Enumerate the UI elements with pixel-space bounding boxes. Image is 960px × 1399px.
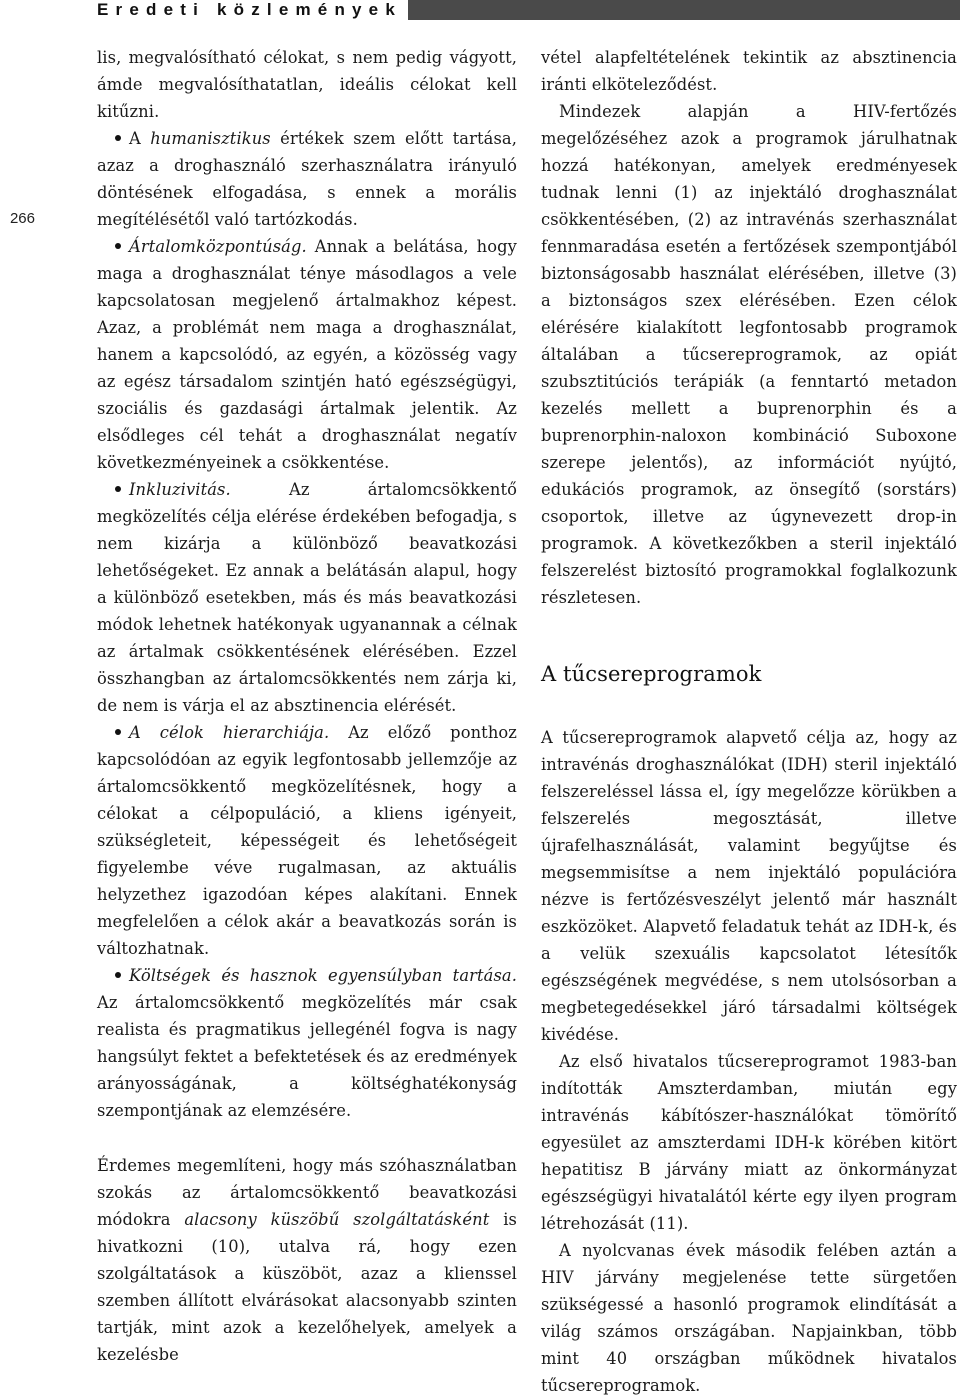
paragraph: Érdemes megemlíteni, hogy más szóhasználatban szokás az ártalomcsökkentő beavatkozási módokra alacsony küszöbű szolgáltatásként is hivatkozni (10), utalva rá, hogy ezen szolgáltatások a küszöböt, azaz a klienssel szemben állított elvárásokat alacsonyabb szinten tartják, mint azok a kezelőhelyek, amelyek a kezelésbe <box>97 1156 518 1364</box>
left-column <box>97 44 517 1368</box>
emphasis-term: alacsony küszöbű szolgáltatásként <box>184 1210 490 1229</box>
bullet-item-costs: Költségek és hasznok egyensúlyban tartása. Az ártalomcsökkentő megközelítés már csak realista és pragmatikus jellegénél fogva is nagy hangsúlyt fektet a befektetések és az eredmények arányosságának, a költséghatékonyság szempontjának az elemzésére. <box>97 962 517 1124</box>
bullet-term: humanisztikus <box>150 129 271 148</box>
paragraph: A nyolcvanas évek második felében aztán a HIV járvány megjelenése tette sürgetően szükségessé a hasonló programok elindítását a világ számos országában. Napjainkban, több mint 40 országban működnek hivatalos tűcsereprogramok. <box>541 1241 957 1395</box>
bullet-term: Inkluzivitás. <box>129 480 231 499</box>
bullet-item-hierarchy: A célok hierarchiája. Az előző ponthoz kapcsolódóan az egyik legfontosabb jellemzője az ártalomcsökkentő megközelítésnek, hogy a célokat a célpopuláció, a kliens igényeit, szükségleteit, képességeit és lehetőségeit figyelembe véve rugalmasan, az aktuális helyzethez igazodóan képes alakítani. Ennek megfelelően a célok akár a beavatkozás során is változhatnak. <box>97 719 517 962</box>
right-column <box>541 44 957 1399</box>
paragraph: A tűcsereprogramok alapvető célja az, hogy az intravénás droghasználókat (IDH) steril injektáló felszereléssel lássa el, így megelőzze körükben a felszerelés megosztását, illetve újrafelhasználását, valamint begyűjtse és megsemmisítse a nem injektáló populációra nézve is fertőzésveszélyt jelentő már használt eszközöket. Alapvető feladatuk tehát az IDH-k, és a velük szexuális kapcsolatot létesítők egészségének megvédése, s nem utolsósorban a megbetegedésekkel járó társadalmi költségek kivédése. <box>541 728 957 1044</box>
bullet-item-harm-focus: Ártalomközpontúság. Annak a belátása, hogy maga a droghasználat ténye másodlagos a vele kapcsolatosan megjelenő ártalmakhoz képest. Azaz, a problémát nem maga a droghasználat, hanem a kapcsolódó, az egyén, a közösség vagy az egész társadalom szintjén ható egészségügyi, szociális és gazdasági ártalmak jelentik. Az elsődleges cél tehát a droghasználat negatív következményeinek a csökkentése. <box>97 233 517 476</box>
section-heading: A tűcsereprogramok <box>541 662 762 686</box>
bullet-term: Ártalomközpontúság. <box>129 237 307 256</box>
bullet-icon <box>115 233 129 260</box>
page-number: 266 <box>9 210 35 227</box>
bullet-item-inclusivity: Inkluzivitás. Az ártalomcsökkentő megközelítés célja elérése érdekében befogadja, s nem kizárja a különböző beavatkozási lehetőségeket. Ez annak a belátásán alapul, hogy a különböző esetekben, más és más beavatkozási módok lehetnek hatékonyak ugyanannak a célnak az ártalmak csökkentésének elérésében. Ezzel összhangban az ártalomcsökkentés nem zárja ki, de nem is várja el az absztinencia elérését. <box>97 476 517 719</box>
paragraph: lis, megvalósítható célokat, s nem pedig vágyott, ámde megvalósíthatatlan, ideális célokat kell kitűzni. <box>97 48 517 121</box>
paragraph: vétel alapfeltételének tekintik az absztinencia iránti elköteleződést. <box>541 48 957 94</box>
bullet-term: Költségek és hasznok egyensúlyban tartása. <box>129 966 517 985</box>
bullet-icon <box>115 476 129 503</box>
paragraph: Mindezek alapján a HIV-fertőzés megelőzéséhez azok a programok járulhatnak hozzá hatékonyan, amelyek eredményesek tudnak lenni (1) az injektáló droghasználat csökkentésében, (2) az intravénás szerhasználat fennmaradása esetén a fertőzések szempontjából biztonságosabb használat elérésében, illetve (3) a biztonságos szex elérésében. Ezen célok elérésére kialakított legfontosabb programok általában a tűcsereprogramok, az opiát szubsztitúciós terápiák (a fenntartó metadon kezelés mellett a buprenorphin és a buprenorphin-naloxon kombináció Suboxone szerepe jelentős), az információt nyújtó, edukációs programok, az önsegítő (sorstárs) csoportok, illetve az úgynevezett drop-in programok. A következőkben a steril injektáló felszerelést biztosító programokkal foglalkozunk részletesen. <box>541 102 957 607</box>
bullet-icon <box>115 962 129 989</box>
bullet-term: A célok hierarchiája. <box>129 723 330 742</box>
section-header: Eredeti közlemények <box>97 0 408 20</box>
bullet-item-humanistic: A humanisztikus értékek szem előtt tartása, azaz a droghasználó szerhasználatra irányuló döntésének elfogadása, s ennek a morális megítélésétől való tartózkodás. <box>97 125 517 233</box>
bullet-icon <box>115 719 129 746</box>
bullet-icon <box>115 125 129 152</box>
paragraph: Az első hivatalos tűcsereprogramot 1983-ban indították Amszterdamban, miután egy intravénás kábítószer-használókat tömörítő egyesület az amszterdami IDH-k körében kitört hepatitisz B járvány miatt az önkormányzat egészségügyi hivatalától kérte egy ilyen program létrehozását (11). <box>541 1052 957 1233</box>
